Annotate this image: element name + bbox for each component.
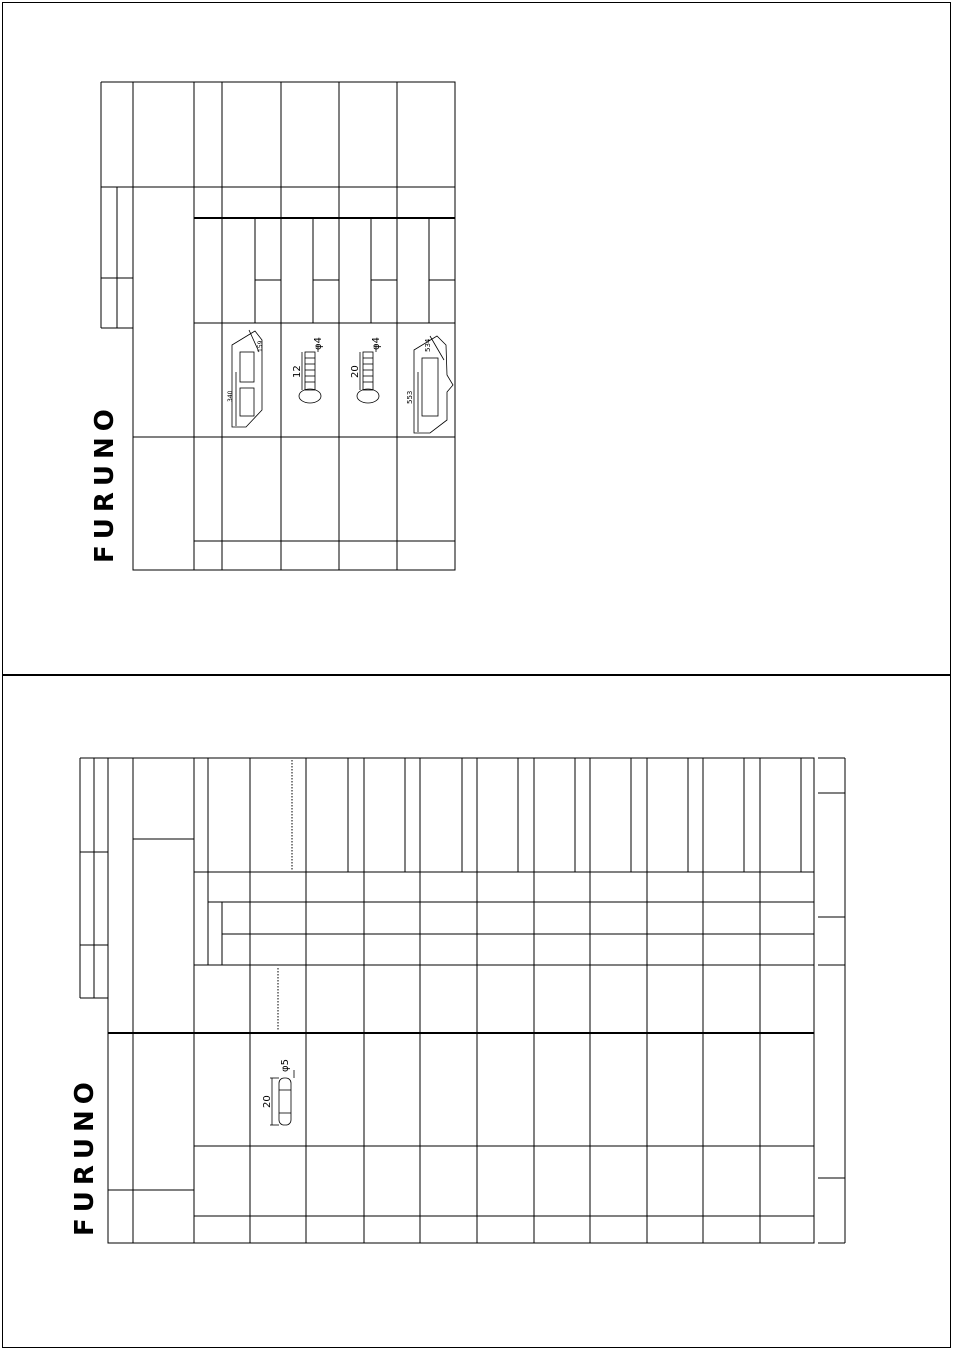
bracket-2-dim-height: 553 <box>406 390 414 404</box>
fuse-drawing <box>270 1070 294 1125</box>
fuse-diameter: φ5 <box>280 1059 291 1072</box>
fuse-length: 20 <box>262 1095 273 1108</box>
bracket-2-dim-width: 534 <box>424 338 432 352</box>
screw-2-diameter: φ4 <box>371 337 382 350</box>
furuno-logo-bottom: FURUNO <box>70 1076 100 1236</box>
furuno-logo-top: FURUNO <box>90 403 120 563</box>
screw-1-diameter: φ4 <box>313 337 324 350</box>
bracket-1-dim-width: 159 <box>257 340 264 352</box>
screw-1-length: 12 <box>292 365 303 378</box>
bracket-1-dim-height: 340 <box>227 390 234 402</box>
screw-2-length: 20 <box>350 365 361 378</box>
